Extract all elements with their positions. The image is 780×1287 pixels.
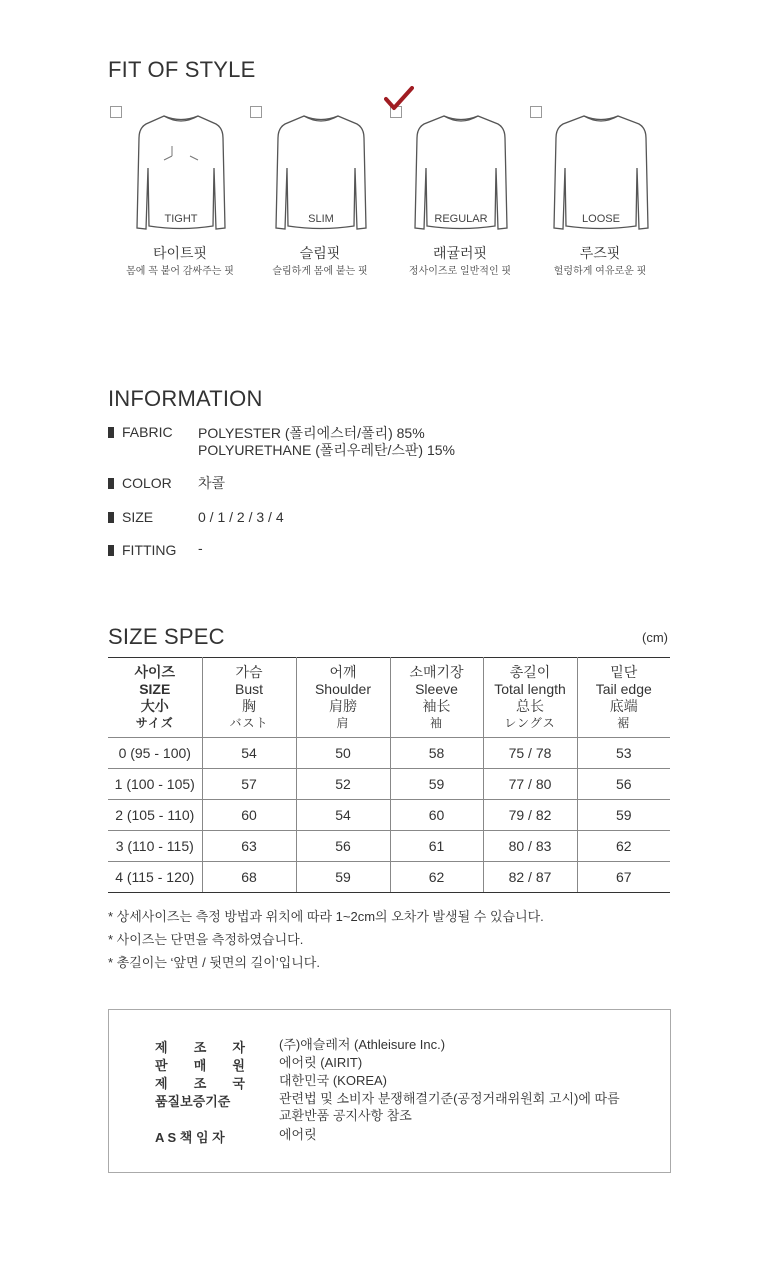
total-length-cell: 82 / 87	[483, 862, 577, 893]
fit-item-tight	[108, 98, 248, 288]
sleeve-cell: 60	[390, 800, 483, 831]
fit-item-loose	[528, 98, 668, 288]
table-header-row	[108, 658, 670, 738]
fit-label-regular: REGULAR	[434, 213, 488, 225]
fabric-line-2: POLYURETHANE (폴리우레탄/스판) 15%	[198, 442, 456, 458]
maker-value: (주)애슬레저 (Athleisure Inc.)	[279, 1037, 446, 1052]
sleeve-cell: 58	[390, 738, 483, 769]
size-cell: 3 (110 - 115)	[108, 831, 202, 862]
seller-value: 에어릿 (AIRIT)	[279, 1055, 363, 1070]
size-cell: 2 (105 - 110)	[108, 800, 202, 831]
fit-item-slim	[248, 98, 388, 288]
fit-name-regular: 래귤러핏	[432, 245, 488, 261]
size-note-2: * 사이즈는 단면을 측정하였습니다.	[108, 932, 304, 947]
total-length-cell: 80 / 83	[483, 831, 577, 862]
info-label-color: COLOR	[108, 475, 172, 491]
seller-label: 판 매 원	[155, 1058, 245, 1073]
tail-edge-cell: 59	[577, 800, 670, 831]
bullet-square-icon	[108, 545, 114, 556]
size-note-1: * 상세사이즈는 측정 방법과 위치에 따라 1~2cm의 오차가 발생될 수 있습니다.	[108, 909, 544, 924]
shoulder-cell: 52	[296, 769, 390, 800]
fit-label-loose: LOOSE	[582, 213, 620, 225]
size-spec-title: SIZE SPEC	[108, 624, 225, 649]
shoulder-cell: 54	[296, 800, 390, 831]
header-bust: 가슴 Bust 胸 バスト	[202, 658, 296, 738]
info-label-fabric: FABRIC	[108, 424, 173, 440]
fit-name-loose: 루즈핏	[579, 245, 621, 261]
sleeve-cell: 59	[390, 769, 483, 800]
sleeve-cell: 62	[390, 862, 483, 893]
table-row	[108, 800, 670, 831]
bust-cell: 54	[202, 738, 296, 769]
size-cell: 0 (95 - 100)	[108, 738, 202, 769]
tail-edge-cell: 53	[577, 738, 670, 769]
bust-cell: 68	[202, 862, 296, 893]
info-value-color: 차콜	[198, 475, 226, 491]
info-label-fitting: FITTING	[108, 542, 176, 558]
info-value-fabric	[198, 425, 455, 459]
sleeve-cell: 61	[390, 831, 483, 862]
fit-desc-slim: 슬림하게 몸에 붙는 핏	[272, 266, 368, 277]
fit-name-tight: 타이트핏	[152, 245, 208, 261]
tail-edge-cell: 67	[577, 862, 670, 893]
info-label-size: SIZE	[108, 509, 153, 525]
header-size: 사이즈 SIZE 大小 サイズ	[108, 658, 202, 738]
size-unit: (cm)	[642, 630, 668, 645]
bust-cell: 63	[202, 831, 296, 862]
warranty-line-2: 교환반품 공지사항 참조	[279, 1108, 412, 1123]
maker-label: 제 조 자	[155, 1040, 245, 1055]
warranty-label: 품질보증기준	[155, 1094, 231, 1109]
fit-item-regular	[388, 98, 528, 288]
shoulder-cell: 59	[296, 862, 390, 893]
header-tail-edge: 밑단 Tail edge 底端 裾	[577, 658, 670, 738]
shoulder-cell: 56	[296, 831, 390, 862]
total-length-cell: 77 / 80	[483, 769, 577, 800]
shoulder-cell: 50	[296, 738, 390, 769]
fit-label-tight: TIGHT	[164, 213, 198, 225]
tail-edge-cell: 56	[577, 769, 670, 800]
warranty-value	[279, 1090, 620, 1124]
tail-edge-cell: 62	[577, 831, 670, 862]
header-shoulder: 어깨 Shoulder 肩膀 肩	[296, 658, 390, 738]
information-title: INFORMATION	[108, 386, 263, 411]
info-value-fitting: -	[198, 540, 203, 556]
fabric-line-1: POLYESTER (폴리에스터/폴리) 85%	[198, 425, 425, 441]
table-row	[108, 831, 670, 862]
fit-checkbox-tight[interactable]	[110, 106, 122, 118]
fit-desc-loose: 헐렁하게 여유로운 핏	[553, 266, 647, 277]
size-spec-table	[108, 657, 670, 893]
bust-cell: 57	[202, 769, 296, 800]
fit-label-slim: SLIM	[308, 213, 334, 225]
warranty-line-1: 관련법 및 소비자 분쟁해결기준(공정거래위원회 고시)에 따름	[279, 1091, 620, 1106]
header-total-length: 총길이 Total length 总长 レングス	[483, 658, 577, 738]
fit-checkbox-slim[interactable]	[250, 106, 262, 118]
info-value-size: 0 / 1 / 2 / 3 / 4	[198, 509, 284, 525]
fit-of-style-title: FIT OF STYLE	[108, 57, 256, 82]
size-cell: 1 (100 - 105)	[108, 769, 202, 800]
checkmark-icon	[384, 86, 414, 112]
fit-name-slim: 슬림핏	[299, 245, 341, 261]
fit-desc-tight: 몸에 꼭 붙어 감싸주는 핏	[126, 266, 234, 277]
table-row	[108, 862, 670, 893]
header-sleeve: 소매기장 Sleeve 袖长 袖	[390, 658, 483, 738]
country-value: 대한민국 (KOREA)	[279, 1073, 388, 1088]
as-manager-value: 에어릿	[279, 1127, 317, 1142]
as-manager-label: A S 책 임 자	[155, 1130, 225, 1145]
table-row	[108, 769, 670, 800]
bullet-square-icon	[108, 512, 114, 523]
bullet-square-icon	[108, 427, 114, 438]
fit-checkbox-loose[interactable]	[530, 106, 542, 118]
manufacturer-info-box	[108, 1009, 671, 1173]
fit-desc-regular: 정사이즈로 일반적인 핏	[408, 266, 512, 277]
table-row	[108, 738, 670, 769]
bust-cell: 60	[202, 800, 296, 831]
size-note-3: * 총길이는 ‘앞면 / 뒷면의 길이’입니다.	[108, 955, 320, 970]
bullet-square-icon	[108, 478, 114, 489]
total-length-cell: 75 / 78	[483, 738, 577, 769]
country-label: 제 조 국	[155, 1076, 245, 1091]
size-cell: 4 (115 - 120)	[108, 862, 202, 893]
total-length-cell: 79 / 82	[483, 800, 577, 831]
